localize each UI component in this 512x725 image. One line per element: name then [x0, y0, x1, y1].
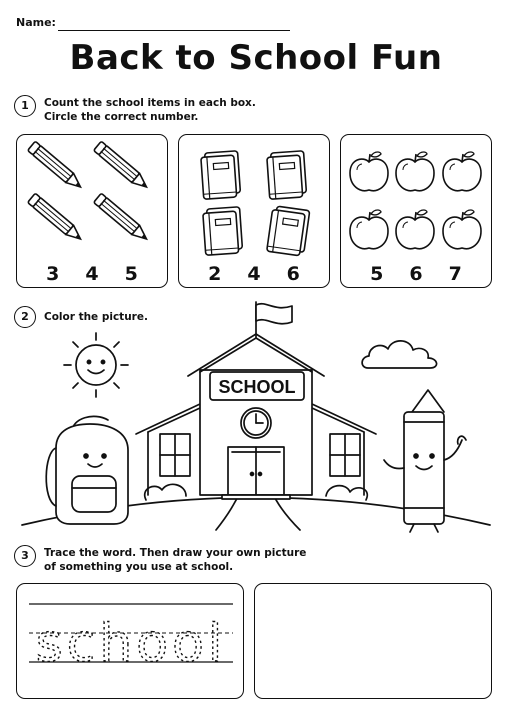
bush-right — [326, 486, 367, 500]
choice-number[interactable]: 5 — [124, 263, 138, 285]
crayon-icon — [384, 390, 466, 532]
choice-number[interactable]: 6 — [409, 263, 423, 285]
section-2-number: 2 — [14, 306, 36, 328]
choice-number[interactable]: 4 — [85, 263, 99, 285]
choice-number[interactable]: 2 — [208, 263, 222, 285]
drawing-box[interactable] — [254, 583, 492, 699]
choice-number[interactable]: 5 — [370, 263, 384, 285]
school-sign-text: SCHOOL — [218, 377, 296, 397]
bush-left — [145, 484, 186, 500]
page-title: Back to School Fun — [69, 38, 443, 78]
sun-icon — [64, 333, 128, 397]
choice-number[interactable]: 3 — [46, 263, 60, 285]
school-building — [136, 302, 376, 499]
choice-number[interactable]: 6 — [286, 263, 300, 285]
trace-word-box[interactable] — [16, 583, 244, 699]
backpack-icon — [46, 416, 128, 524]
choice-number[interactable]: 4 — [247, 263, 261, 285]
section-3-instruction — [44, 546, 306, 574]
trace-guidelines — [17, 584, 245, 700]
section-1-instruction-line1: Count the school items in each box. — [44, 97, 256, 109]
section-1-number: 1 — [14, 95, 36, 117]
section-2-instruction: Color the picture. — [44, 311, 148, 323]
choice-number[interactable]: 7 — [448, 263, 462, 285]
cloud-icon — [362, 341, 436, 368]
name-label: Name: — [16, 16, 56, 29]
section-1-instruction-line2: Circle the correct number. — [44, 111, 199, 123]
section-3-number: 3 — [14, 545, 36, 567]
section-3-instruction-line1: Trace the word. Then draw your own picture — [44, 547, 307, 559]
section-3-instruction-line2: of something you use at school. — [44, 561, 234, 573]
trace-word: school — [35, 614, 227, 674]
